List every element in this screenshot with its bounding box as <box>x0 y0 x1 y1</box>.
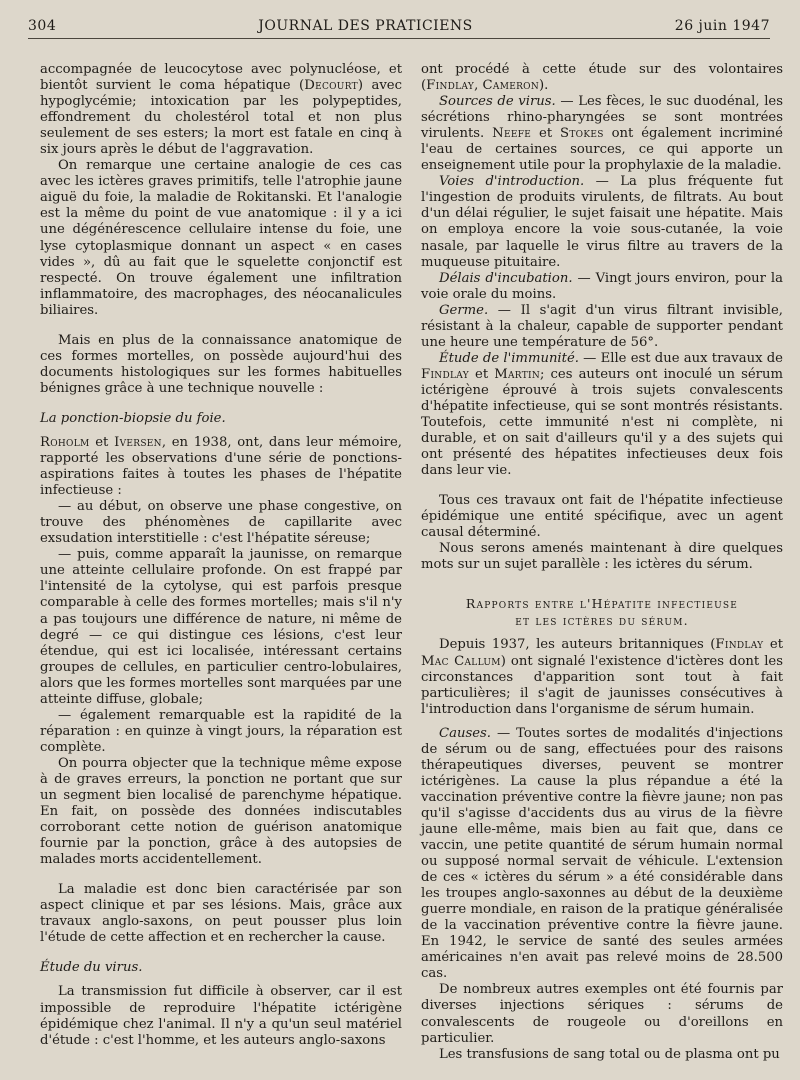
author-name: Martin <box>494 366 541 382</box>
paragraph: accompagnée de leucocytose avec polynucléose, et bientôt survient le coma hépatique (Decourt) avec hypoglycémie; intoxication par les polypeptides, effondrement du cholestérol total et non plus seulement de ses esters; la mort est fatale en cinq à six jours après le début de l'aggravation. <box>40 62 402 158</box>
paragraph: Mais en plus de la connaissance anatomique de ces formes mortelles, on possède aujourd'hui des documents histologiques sur les formes habituelles bénignes grâce à une technique nouvelle : <box>40 332 402 396</box>
section-title: Rapports entre l'Hépatite infectieuse <box>465 596 739 612</box>
author-name: Findlay <box>426 78 475 94</box>
paragraph: On remarque une certaine analogie de ces cas avec les ictères graves primitifs, telle l'atrophie jaune aiguë du foie, la maladie de Rokitanski. Et l'analogie est la même du point de vue anatomique : il y a ici une dégénérescence cellulaire intense du foie, une lyse cytoplasmique donnant un aspect « en cases vides », dû au fait que le squelette conjonctif est respecté. On trouve également une infiltration inflammatoire, des macrophages, des néocanalicules biliaires. <box>40 158 402 318</box>
author-name: Neefe <box>492 126 532 142</box>
paragraph: — puis, comme apparaît la jaunisse, on remarque une atteinte cellulaire profonde. On est frappé par l'intensité de la cytolyse, qui est parfois presque comparable à celle des formes mortelles; mais s'il n'y a pas toujours une différence de nature, ni même de degré — ce qui distingue ces lésions, c'est leur étendue, qui est ici localisée, intéressant certains groupes de cellules, en particulier centro-lobulaires, alors que les formes mortelles sont marquées par une atteinte diffuse, globale; <box>40 547 402 707</box>
author-name: Cameron <box>482 78 540 94</box>
paragraph: Sources de virus. — Les fèces, le suc duodénal, les sécrétions rhino-pharyngées se sont montrées virulents. Neefe et Stokes ont également incriminé l'eau de certaines sources, ce qui apporte un enseignement utile pour la prophylaxie de la maladie. <box>421 94 783 174</box>
paragraph: Roholm et Iversen, en 1938, ont, dans leur mémoire, rapporté les observations d'une série de ponctions-aspirations faites à toutes les phases de l'hépatite infectieuse : <box>40 434 402 499</box>
paragraph: Délais d'incubation. — Vingt jours environ, pour la voie orale du moins. <box>421 270 783 302</box>
paragraph: Causes. — Toutes sortes de modalités d'injections de sérum ou de sang, effectuées pour des raisons thérapeutiques diverses, peuvent se montrer ictérigènes. La cause la plus répandue a été la vaccination préventive contre la fièvre jaune; non pas qu'il s'agisse d'accidents dus au virus de la fièvre jaune elle-même, mais bien au fait que, dans ce vaccin, une petite quantité de sérum humain normal ou supposé normal servait de véhicule. L'extension de ces « ictères du sérum » a été considérable dans les troupes anglo-saxonnes au début de la deuxième guerre mondiale, en raison de la pratique généralisée de la vaccination préventive contre la fièvre jaune. En 1942, le service de santé des seules armées américaines n'en avait pas relevé moins de 28.500 cas. <box>421 725 783 982</box>
author-name: Stokes <box>560 126 604 142</box>
page-number: 304 <box>28 18 57 34</box>
journal-title: JOURNAL DES PRATICIENS <box>258 18 473 34</box>
section-title: et les ictères du sérum. <box>515 613 689 629</box>
run-in-heading: Délais d'incubation. <box>439 270 573 286</box>
author-name: Mac Callum <box>421 653 501 669</box>
paragraph: Étude de l'immunité. — Elle est due aux travaux de Findlay et Martin; ces auteurs ont inoculé un sérum ictérigène éprouvé à trois sujets convalescents d'hépatite infectieuse, qui se sont montrés résistants. Toutefois, cette immunité n'est ni complète, ni durable, et on sait d'ailleurs qu'il y a des sujets qui ont présenté des hépatites infectieuses deux fois dans leur vie. <box>421 350 783 479</box>
paragraph: La maladie est donc bien caractérisée par son aspect clinique et par ses lésions. Mais, grâce aux travaux anglo-saxons, on peut pousser plus loin l'étude de cette affection et en rechercher la cause. <box>40 882 402 946</box>
paragraph: Les transfusions de sang total ou de plasma ont pu <box>439 1046 780 1062</box>
paragraph: De nombreux autres exemples ont été fournis par diverses injections sériques : sérums de convalescents de rougeole ou d'oreillons en particulier. <box>421 982 783 1046</box>
run-in-heading: Voies d'introduction. <box>439 174 585 190</box>
paragraph: Nous serons amenés maintenant à dire quelques mots sur un sujet parallèle : les ictères du sérum. <box>421 541 783 573</box>
paragraph: On pourra objecter que la technique même expose à de graves erreurs, la ponction ne portant que sur un segment bien localisé de parenchyme hépatique. En fait, on possède des données indiscutables corroborant cette notion de guérison anatomique fournie par la ponction, grâce à des autopsies de malades morts accidentellement. <box>40 755 402 868</box>
paragraph: — au début, on observe une phase congestive, on trouve des phénomènes de capillarite avec exsudation interstitielle : c'est l'hépatite séreuse; <box>40 499 402 547</box>
author-name: Roholm <box>40 434 90 450</box>
paragraph: Voies d'introduction. — La plus fréquente fut l'ingestion de produits virulents, de filtrats. Au bout d'un délai régulier, le sujet faisait une hépatite. Mais on employa encore la voie sous-cutanée, la voie nasale, par laquelle le virus filtre au travers de la muqueuse pituitaire. <box>421 174 783 270</box>
author-name: Decourt <box>304 78 358 94</box>
paragraph: Germe. — Il s'agit d'un virus filtrant invisible, résistant à la chaleur, capable de supporter pendant une heure une température de 56°. <box>421 302 783 350</box>
paragraph: La transmission fut difficile à observer, car il est impossible de reproduire l'hépatite ictérigène épidémique chez l'animal. Il n'y a qu'un seul matériel d'étude : c'est l'homme, et les auteurs anglo-saxons <box>40 984 402 1048</box>
author-name: Findlay <box>421 366 469 382</box>
paragraph: — également remarquable est la rapidité de la réparation : en quinze à vingt jours, la réparation est complète. <box>40 707 402 755</box>
author-name: Findlay <box>715 637 764 653</box>
subheading-biopsy: La ponction-biopsie du foie. <box>40 410 226 426</box>
page-header <box>28 14 770 39</box>
right-column <box>421 62 783 1063</box>
run-in-heading: Sources de virus. <box>439 94 556 110</box>
run-in-heading: Germe. <box>439 302 489 318</box>
author-name: Iversen <box>114 434 162 450</box>
left-column <box>40 62 402 1049</box>
paragraph: ont procédé à cette étude sur des volontaires (Findlay, Cameron). <box>421 62 783 94</box>
paragraph: Tous ces travaux ont fait de l'hépatite infectieuse épidémique une entité spécifique, avec un agent causal déterminé. <box>421 493 783 541</box>
issue-date: 26 juin 1947 <box>674 18 770 34</box>
paragraph: Depuis 1937, les auteurs britanniques (Findlay et Mac Callum) ont signalé l'existence d'ictères dont les circonstances d'apparition sont tout à fait particulières; il s'agit de jaunisses consécutives à l'introduction dans l'organisme de sérum humain. <box>421 637 783 717</box>
run-in-heading: Étude de l'immunité. <box>439 350 579 366</box>
run-in-heading: Causes. <box>439 725 491 741</box>
subheading-virus: Étude du virus. <box>40 960 143 976</box>
